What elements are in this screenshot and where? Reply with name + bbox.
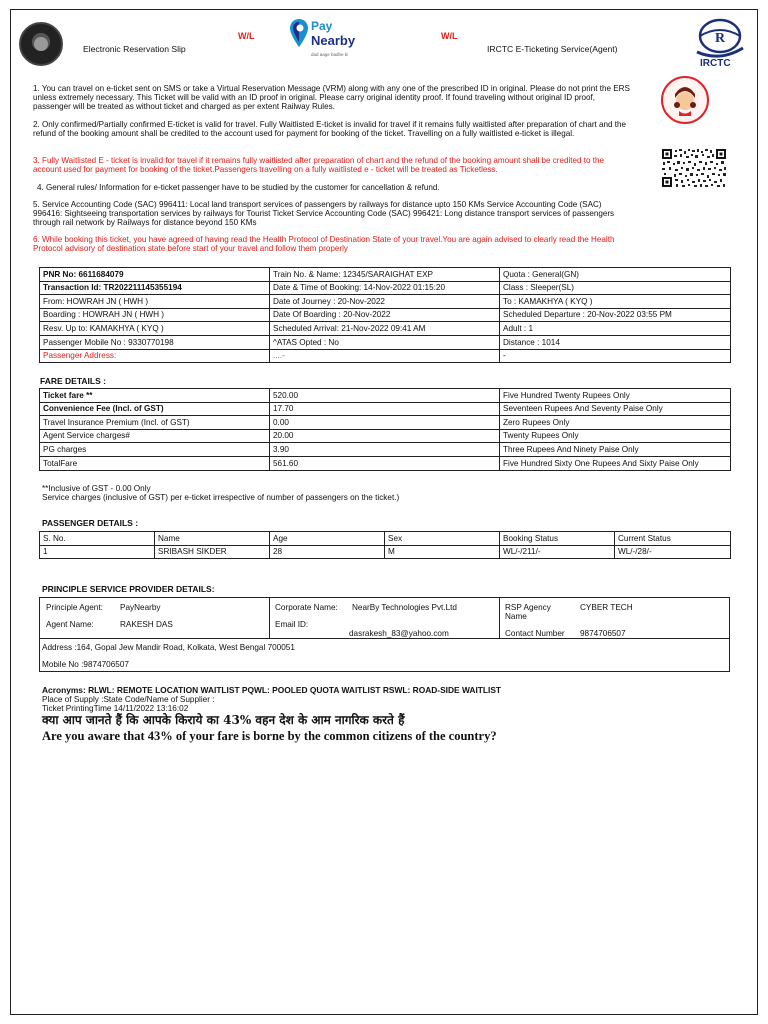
table-row: [40, 349, 731, 363]
irctc-emblem-icon: [691, 18, 749, 58]
passenger-name: SRIBASH SIKDER: [155, 545, 270, 559]
instruction-4: 4. General rules/ Information for e-ticket passenger have to be studied by the customer for cancellation & refund.: [37, 183, 440, 192]
travel-class: Class : Sleeper(SL): [500, 281, 731, 295]
instruction-1: 1. You can travel on e-ticket sent on SMS or take a Virtual Reservation Message (VRM) along with any one of the prescribed ID in original. Please do not print the ERS unless extremely necessary. This Ticket will be valid with an ID proof in original. Please carry original identity proof. If found traveling without original ID proof, passenger will be treated as without ticket and charged as per extent Railway Rules.: [33, 84, 630, 112]
column-header: Current Status: [615, 532, 731, 546]
fare-in-words: Zero Rupees Only: [500, 416, 731, 430]
corporate-name-value: NearBy Technologies Pvt.Ltd: [352, 603, 457, 612]
passenger-age: 28: [270, 545, 385, 559]
agent-name-value: RAKESH DAS: [120, 620, 173, 629]
booking-status: WL/-/211/-: [500, 545, 615, 559]
fare-label: Ticket fare **: [40, 389, 270, 403]
table-row: [40, 335, 731, 349]
agent-name-label: Agent Name:: [46, 620, 94, 629]
instruction-5: 5. Service Accounting Code (SAC) 996411: Local land transport services of passengers by railways for distance upto 150 KMs Service Accounting Code (SAC) 996416: Sightseeing transportation services by railways for Tourist Ticket Service Accounting Code (SAC) 996421: Long distance transport services of passengers through rail network by Railways for distance beyond 150 KMs: [33, 200, 615, 228]
hindi-subsidy-banner: क्या आप जानते हैं कि आपके किराये का 43% वहन देश के आम नागरिक करते हैं: [42, 713, 405, 727]
fare-in-words: Three Rupees And Ninety Paise Only: [500, 443, 731, 457]
atas-opted: ^ATAS Opted : No: [270, 335, 500, 349]
contact-number-value: 9874706507: [580, 629, 626, 638]
email-value: dasrakesh_83@yahoo.com: [349, 629, 449, 638]
fare-in-words: Seventeen Rupees And Seventy Paise Only: [500, 402, 731, 416]
table-row: [40, 281, 731, 295]
corporate-name-label: Corporate Name:: [275, 603, 338, 612]
passenger-serial: 1: [40, 545, 155, 559]
provider-details-box: [39, 597, 730, 672]
fare-label: Agent Service charges#: [40, 429, 270, 443]
pnr-number: PNR No: 6611684079: [40, 268, 270, 282]
table-row: [40, 268, 731, 282]
instruction-6: 6. While booking this ticket, you have agreed of having read the Health Protocol of Destination State of your travel.You are again advised to clearly read the Health Protocol advisory of destination state before start of your travel and follow them properly: [33, 235, 615, 254]
table-row: [40, 322, 731, 336]
reservation-upto: Resv. Up to: KAMAKHYA ( KYQ ): [40, 322, 270, 336]
gst-note: **Inclusive of GST - 0.00 Only: [42, 484, 151, 493]
table-row: [40, 295, 731, 309]
scheduled-departure: Scheduled Departure : 20-Nov-2022 03:55 PM: [500, 308, 731, 322]
service-charges-note: Service charges (inclusive of GST) per e-ticket irrespective of number of passengers on the ticket.): [42, 493, 400, 502]
column-header: Booking Status: [500, 532, 615, 546]
acronyms-line: Acronyms: RLWL: REMOTE LOCATION WAITLIST PQWL: POOLED QUOTA WAITLIST RSWL: ROAD-SIDE WAITLIST: [42, 685, 502, 695]
paynearby-logo: [289, 16, 361, 62]
place-of-supply: Place of Supply :State Code/Name of Supplier :: [42, 695, 215, 704]
to-station: To : KAMAKHYA ( KYQ ): [500, 295, 731, 309]
fare-amount: 3.90: [270, 443, 500, 457]
train-name: Train No. & Name: 12345/SARAIGHAT EXP: [270, 268, 500, 282]
adult-count: Adult : 1: [500, 322, 731, 336]
beti-bachao-stamp-icon: [661, 76, 709, 124]
irctc-logo: [691, 18, 749, 70]
wl-left-label: W/L: [238, 31, 255, 41]
journey-table: [39, 267, 731, 363]
column-header: S. No.: [40, 532, 155, 546]
fare-table: [39, 388, 731, 471]
wl-right-label: W/L: [441, 31, 458, 41]
booking-datetime: Date & Time of Booking: 14-Nov-2022 01:15:20: [270, 281, 500, 295]
ticket-printing-time: Ticket PrintingTime 14/11/2022 13:16:02: [42, 704, 189, 713]
fare-in-words: Twenty Rupees Only: [500, 429, 731, 443]
agent-mobile: Mobile No :9874706507: [42, 660, 129, 669]
indian-railways-logo-icon: [19, 22, 63, 66]
ticket-page: [10, 9, 758, 1015]
table-row: [40, 443, 731, 457]
agent-address: Address :164, Gopal Jew Mandir Road, Kolkata, West Bengal 700051: [42, 643, 295, 652]
column-header: Age: [270, 532, 385, 546]
boarding-date: Date Of Boarding : 20-Nov-2022: [270, 308, 500, 322]
fare-in-words: Five Hundred Twenty Rupees Only: [500, 389, 731, 403]
table-row: [40, 389, 731, 403]
irctc-logo-text: IRCTC: [700, 58, 731, 69]
fare-in-words: Five Hundred Sixty One Rupees And Sixty Paise Only: [500, 456, 731, 470]
provider-top-row: [40, 598, 729, 639]
instruction-3: 3. Fully Waitlisted E - ticket is invalid for travel if it remains fully waitlisted after preparation of chart and the refund of the booking amount shall be credited to the account used for payment for booking of the ticket.Passengers travelling on a fully waitlisted e - ticket will be treated as Ticketless.: [33, 156, 605, 175]
svg-text:R: R: [714, 31, 726, 46]
passenger-address-extra: -: [500, 349, 731, 363]
rsp-agency-value: CYBER TECH: [580, 603, 633, 612]
provider-bottom-row: [40, 639, 729, 673]
irctc-service-title: IRCTC E-Ticketing Service(Agent): [487, 44, 618, 54]
fare-amount: 0.00: [270, 416, 500, 430]
passenger-table: [39, 531, 731, 559]
fare-label: Convenience Fee (Incl. of GST): [40, 402, 270, 416]
scheduled-arrival: Scheduled Arrival: 21-Nov-2022 09:41 AM: [270, 322, 500, 336]
principle-agent-label: Principle Agent:: [46, 603, 103, 612]
boarding-station: Boarding : HOWRAH JN ( HWH ): [40, 308, 270, 322]
fare-amount: 561.60: [270, 456, 500, 470]
paynearby-nearby-text: Nearby: [311, 33, 356, 48]
fare-amount: 520.00: [270, 389, 500, 403]
transaction-id: Transaction Id: TR202211145355194: [40, 281, 270, 295]
table-row: [40, 429, 731, 443]
column-header: Name: [155, 532, 270, 546]
fare-label: PG charges: [40, 443, 270, 457]
provider-details-title: PRINCIPLE SERVICE PROVIDER DETAILS:: [42, 584, 215, 594]
passenger-address-label: Passenger Address:: [40, 349, 270, 363]
passenger-address-value: ....-: [270, 349, 500, 363]
paynearby-tagline: dad aage badhe ki: [311, 52, 349, 57]
table-row: [40, 456, 731, 470]
principle-agent-value: PayNearby: [120, 603, 161, 612]
table-row: [40, 545, 731, 559]
contact-number-label: Contact Number: [505, 629, 565, 638]
instruction-2: 2. Only confirmed/Partially confirmed E-ticket is valid for travel. Fully Waitlisted E-ticket is invalid for travel if it remains fully waitlisted after preparation of chart and the refund of the booking amount shall be credited to the account used for payment for booking of the ticket. Travelling on a fully waitlisted e-ticket is illegal.: [33, 120, 627, 139]
fare-amount: 20.00: [270, 429, 500, 443]
passenger-mobile: Passenger Mobile No : 9330770198: [40, 335, 270, 349]
quota: Quota : General(GN): [500, 268, 731, 282]
fare-label: Travel Insurance Premium (Incl. of GST): [40, 416, 270, 430]
table-row: [40, 402, 731, 416]
table-row: [40, 308, 731, 322]
fare-label: TotalFare: [40, 456, 270, 470]
email-label: Email ID:: [275, 620, 309, 629]
rsp-agency-label: RSP Agency Name: [505, 603, 551, 622]
fare-amount: 17.70: [270, 402, 500, 416]
distance: Distance : 1014: [500, 335, 731, 349]
from-station: From: HOWRAH JN ( HWH ): [40, 295, 270, 309]
slip-title: Electronic Reservation Slip: [83, 44, 186, 54]
english-subsidy-banner: Are you aware that 43% of your fare is borne by the common citizens of the country?: [42, 729, 497, 743]
column-header: Sex: [385, 532, 500, 546]
table-row: [40, 416, 731, 430]
qr-code-icon: [661, 148, 727, 188]
table-header-row: [40, 532, 731, 546]
paynearby-pin-icon: [289, 18, 309, 48]
journey-date: Date of Journey : 20-Nov-2022: [270, 295, 500, 309]
current-status: WL/-/28/-: [615, 545, 731, 559]
paynearby-pay-text: Pay: [311, 19, 333, 33]
passenger-sex: M: [385, 545, 500, 559]
passenger-details-title: PASSENGER DETAILS :: [42, 518, 139, 528]
fare-details-title: FARE DETAILS :: [40, 376, 106, 386]
